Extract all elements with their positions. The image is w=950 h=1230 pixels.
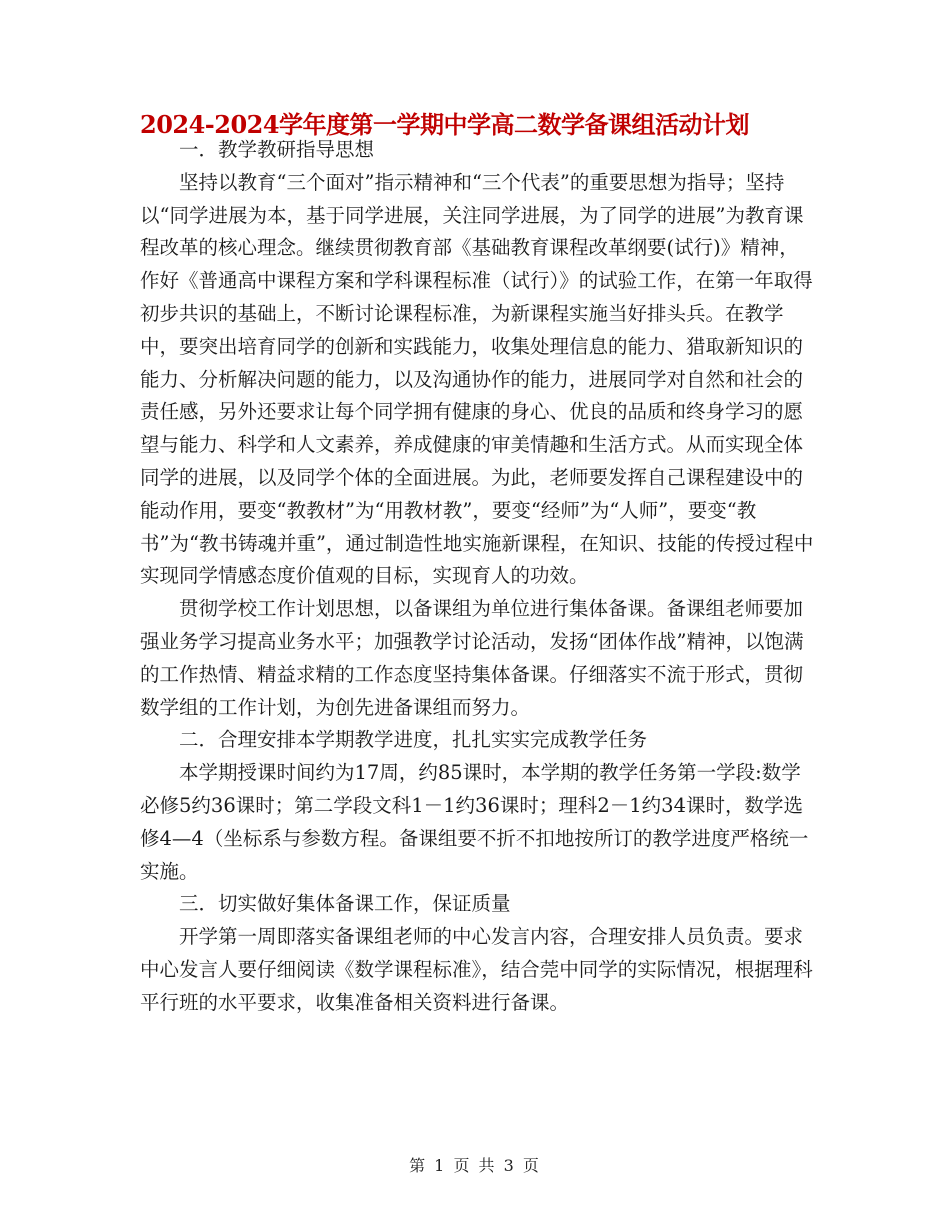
section-heading-1: 一．教学教研指导思想 <box>179 138 375 161</box>
paragraph-collective-lesson-prep: 贯彻学校工作计划思想，以备课组为单位进行集体备课。备课组老师要加强业务学习提高业务水平；加强教学讨论活动，发扬“团体作战”精神，以饱满的工作热情、精益求精的工作态度坚持集体备课。仔细落实不流于形式，贯彻数学组的工作计划，为创先进备课组而努力。 <box>140 597 804 719</box>
section-heading-3: 三．切实做好集体备课工作，保证质量 <box>179 892 511 916</box>
paragraph-preparation-quality: 开学第一周即落实备课组老师的中心发言内容，合理安排人员负责。要求中心发言人要仔细阅读《数学课程标准》，结合莞中同学的实际情况，根据理科平行班的水平要求，收集准备相关资料进行备课。 <box>140 925 813 1014</box>
document-title: 2024-2024学年度第一学期中学高二数学备课组活动计划 <box>140 110 750 139</box>
page-number: 第 1 页 共 3 页 <box>409 1156 541 1175</box>
paragraph-teaching-schedule: 本学期授课时间约为17周，约85课时，本学期的教学任务第一学段:数学必修5约36课时；第二学段文科1－1约36课时；理科2－1约34课时，数学选修4—4（坐标系与参数方程。备课组要不折不扣地按所订的教学进度严格统一实施。 <box>140 761 809 883</box>
paragraph-guiding-ideology: 坚持以教育“三个面对”指示精神和“三个代表”的重要思想为指导；坚持以“同学进展为本，基于同学进展，关注同学进展，为了同学的进展”为教育课程改革的核心理念。继续贯彻教育部《基础教育课程改革纲要(试行)》精神，作好《普通高中课程方案和学科课程标准（试行）》的试验工作，在第一年取得初步共识的基础上，不断讨论课程标准，为新课程实施当好排头兵。在教学中，要突出培育同学的创新和实践能力，收集处理信息的能力、猎取新知识的能力、分析解决问题的能力，以及沟通协作的能力，进展同学对自然和社会的责任感，另外还要求让每个同学拥有健康的身心、优良的品质和终身学习的愿望与能力、科学和人文素养，养成健康的审美情趣和生活方式。从而实现全体同学的进展，以及同学个体的全面进展。为此，老师要发挥自己课程建设中的能动作用，要变“教教材”为“用教材教”，要变“经师”为“人师”，要变“教书”为“教书铸魂并重”，通过制造性地实施新课程，在知识、技能的传授过程中实现同学情感态度价值观的目标，实现育人的功效。 <box>140 170 814 588</box>
section-heading-2: 二．合理安排本学期教学进度，扎扎实实完成教学任务 <box>179 728 648 752</box>
document-body <box>140 134 818 1020</box>
